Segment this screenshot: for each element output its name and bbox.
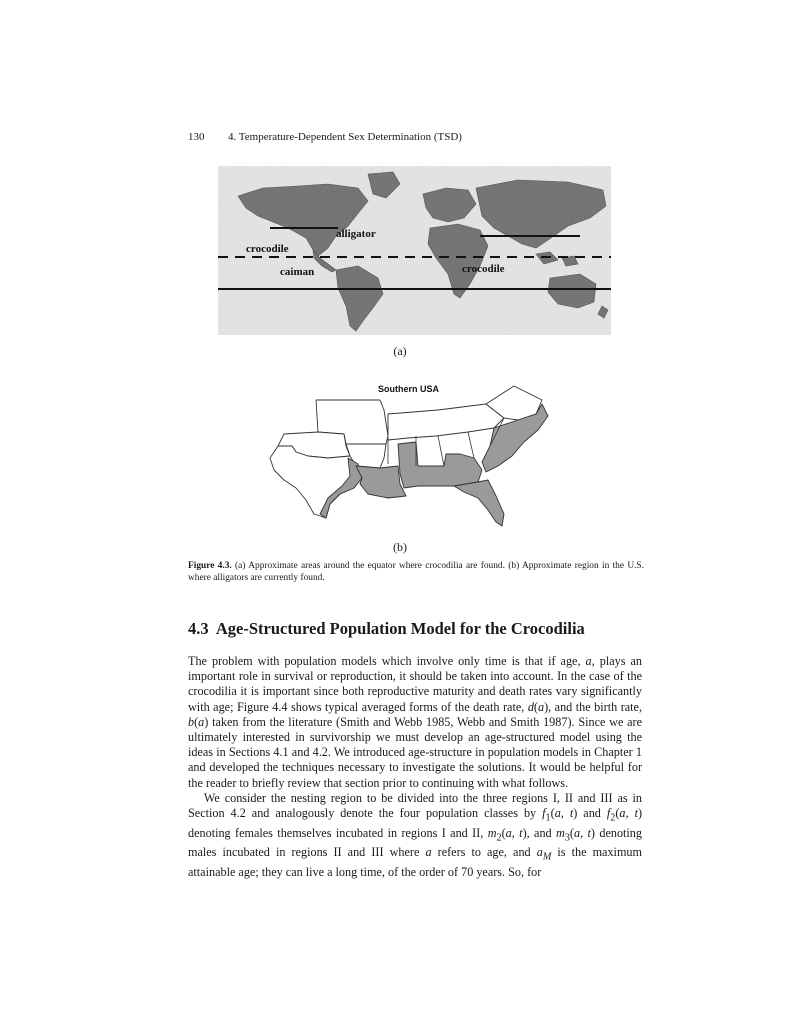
label-crocodile-right: crocodile bbox=[462, 263, 505, 275]
paragraph-1: The problem with population models which involve only time is that if age, a, plays an important role in survival or reproduction, it should be taken into account. In the case of the crocodilia it is important since both reproductive maturity and death rates vary significantly with age; Figure 4.4 shows typical averaged forms of the death rate, d(a), and the birth rate, b(a) taken from the literature (Smith and Webb 1985, Webb and Smith 1987). Since we are ultimately interested in survivorship we must develop an age-structured model using the ideas in Sections 4.1 and 4.2. We introduced age-structure in population models in Chapter 1 and developed the techniques necessary to investigate the solutions. It would be helpful for the reader to briefly review that section prior to continuing with what follows. bbox=[188, 654, 642, 790]
southern-usa-map bbox=[268, 374, 570, 534]
body-text bbox=[188, 654, 642, 880]
label-crocodile-left: crocodile bbox=[246, 243, 289, 255]
state-florida bbox=[454, 480, 504, 526]
section-title: Age-Structured Population Model for the Crocodilia bbox=[215, 619, 585, 638]
southern-usa-title: Southern USA bbox=[378, 384, 440, 394]
label-caiman: caiman bbox=[280, 266, 315, 278]
figure-caption-label: Figure 4.3. bbox=[188, 561, 232, 571]
section-number: 4.3 bbox=[188, 619, 209, 638]
figure-a-caption: (a) bbox=[393, 344, 407, 358]
section-heading bbox=[188, 619, 585, 639]
state-louisiana bbox=[356, 466, 406, 498]
figure-caption-text: (a) Approximate areas around the equator where crocodilia are found. (b) Approximate region in the U.S. where alligators are currently found. bbox=[188, 561, 644, 583]
paragraph-2: We consider the nesting region to be divided into the three regions I, II and III as in Section 4.2 and analogously denote the four population classes by $f_1(a$, t) and $f_2(a$, t) denoting females themselves incubated in regions I and II, $m_2(a$, t), and $m_3(a$, t) denoting males incubated in regions II and III where a refers to age, and $a_M$ is the maximum attainable age; they can live a long time, of the order of 70 years. So, for bbox=[188, 790, 643, 879]
state-kentucky-tennessee bbox=[388, 404, 504, 440]
figure-caption bbox=[188, 560, 644, 584]
world-map-figure bbox=[218, 166, 611, 335]
chapter-title: 4. Temperature-Dependent Sex Determination (TSD) bbox=[228, 131, 462, 143]
alligator-range-gulf bbox=[398, 442, 482, 488]
label-alligator: alligator bbox=[336, 228, 376, 240]
page-number: 130 bbox=[188, 131, 205, 143]
figure-b-caption: (b) bbox=[393, 540, 407, 554]
